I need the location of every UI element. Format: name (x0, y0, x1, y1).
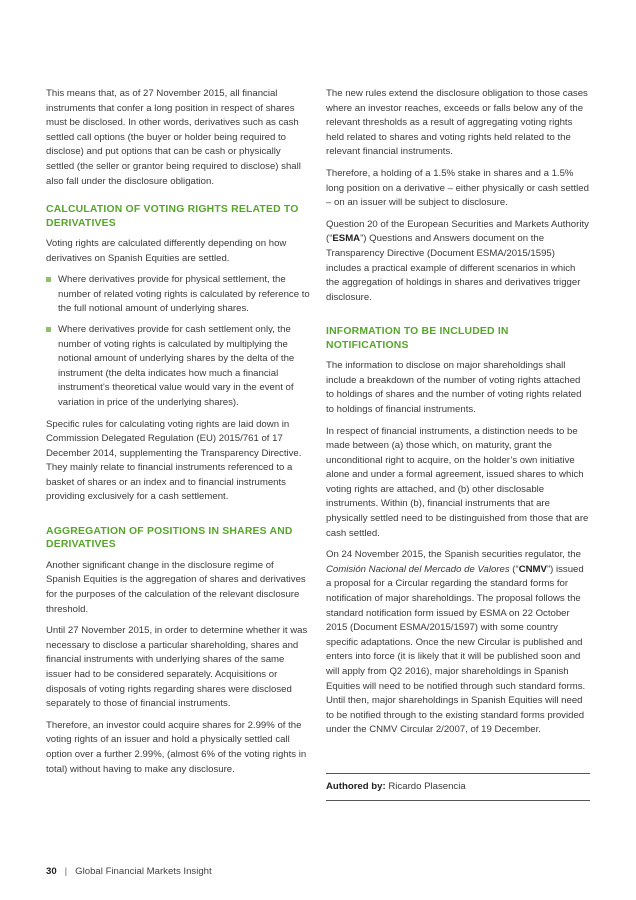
square-bullet-icon (46, 277, 51, 282)
paragraph: Specific rules for calculating voting rights are laid down in Commission Delegated Regulation (EU) 2015/761 of 17 December 2014, supplementing the Transparency Directive. They mainly relate to financial instruments referenced to a basket of shares or an index and to financial instruments providing exclusively for a cash settlement. (46, 418, 302, 503)
text-run: (“ (509, 563, 519, 575)
paragraph: Therefore, an investor could acquire shares for 2.99% of the voting rights of an issuer and hold a physically settled call option over a further 2.99%, (almost 6% of the voting rights in total) without having to make any disclosure. (46, 719, 307, 775)
paragraph (326, 548, 590, 738)
paragraph: Until 27 November 2015, in order to determine whether it was necessary to disclose a particular shareholding, shares and financial instruments with underlying shares of the same issuer had to be considered separately. Acquisitions or disposals of voting rights regarding shares were disclosed separately to those of financial instruments. (46, 625, 308, 710)
paragraph: In respect of financial instruments, a distinction needs to be made between (a) those which, on maturity, grant the unconditional right to acquire, on the holder’s own initiative alone and under a formal agreement, issued shares to which voting rights are attached, and (b) other disclosable instruments. Within (b), financial instruments that are physically settled need to be distinguished from those that are cash settled. (326, 425, 589, 539)
paragraph: The information to disclose on major shareholdings shall include a breakdown of the number of voting rights attached to holdings of shares and the number of voting rights related to holdings of financial instruments. (326, 360, 582, 415)
list-item-text: Where derivatives provide for physical settlement, the number of related voting rights is calculated by reference to the full notional amount of underlying shares. (58, 274, 310, 315)
cnmv-abbreviation: CNMV (518, 563, 547, 575)
paragraph: Voting rights are calculated differently depending on how derivatives on Spanish Equities are settled. (46, 237, 287, 264)
esma-abbreviation: ESMA (332, 233, 361, 245)
paragraph: The new rules extend the disclosure obligation to those cases where an investor reaches, exceeds or falls below any of the relevant thresholds as a result of aggregating voting rights held related to shares and voting rights held related to the relevant financial instruments. (326, 88, 588, 158)
paragraph: Therefore, a holding of a 1.5% stake in shares and a 1.5% long position on a derivative – either physically or cash settled – on an issuer will be subject to disclosure. (326, 167, 589, 209)
regulator-name: Comisión Nacional del Mercado de Valores (326, 563, 510, 575)
bullet-list (46, 273, 310, 410)
section-heading-aggregation: AGGREGATION OF POSITIONS IN SHARES AND DERIVATIVES (46, 526, 293, 551)
text-run: On 24 November 2015, the Spanish securities regulator, the (326, 549, 581, 561)
author-name: Ricardo Plasencia (388, 781, 466, 792)
page-number: 30 (46, 866, 57, 877)
author-label: Authored by: (326, 781, 386, 792)
left-column (46, 87, 310, 784)
publication-title: Global Financial Markets Insight (75, 866, 212, 877)
paragraph: This means that, as of 27 November 2015, all financial instruments that confer a long position in respect of shares must be disclosed. In other words, derivatives such as cash settled call options (the buyer or holder being required to disclose) and put options that can be cash or physically settled (the seller or grantor being required to disclose) shall also fall under the disclosure obligation. (46, 88, 301, 187)
square-bullet-icon (46, 327, 51, 332)
text-run: Question 20 of the European Securities and Markets Authority (“ (326, 218, 589, 245)
footer-separator: | (64, 866, 68, 877)
paragraph (326, 218, 590, 306)
list-item (46, 323, 310, 411)
author-credit (326, 773, 590, 801)
right-column (326, 87, 590, 745)
list-item (46, 273, 310, 317)
section-heading-information: INFORMATION TO BE INCLUDED IN NOTIFICATIONS (326, 326, 509, 351)
list-item-text: Where derivatives provide for cash settlement only, the number of voting rights is calculated by multiplying the notional amount of underlying shares by the delta of the instrument (the delta indicates how much a financial instrument’s theoretical value would vary in the event of variation in price of the underlying shares). (58, 323, 295, 408)
page-footer (46, 866, 212, 877)
text-run: ”) issued a proposal for a Circular regarding the standard forms for notification of major shareholdings. The proposal follows the standard notification form issued by ESMA on 22 October 2015 (Document ESMA/2015/1597) with some country specific adaptations. Once the new Circular is published and enters into force (it is likely that it will be published soon and will apply from Q2 2016), major shareholdings in Spanish Equities will need to be notified through such standard forms. Until then, major shareholdings in Spanish Equities will need to be notified through to the existing standard forms provided under the CNMV Circular 2/2007, of 19 December. (326, 563, 586, 736)
text-run: ”) Questions and Answers document on the Transparency Directive (Document ESMA/2015/1595) includes a practical example of different scenarios in which the aggregation of holdings in shares and derivatives trigger disclosure. (326, 233, 581, 303)
paragraph: Another significant change in the disclosure regime of Spanish Equities is the aggregation of shares and derivatives for the purposes of the calculation of the relevant disclosure threshold. (46, 559, 306, 615)
section-heading-calculation: CALCULATION OF VOTING RIGHTS RELATED TO DERIVATIVES (46, 204, 299, 229)
